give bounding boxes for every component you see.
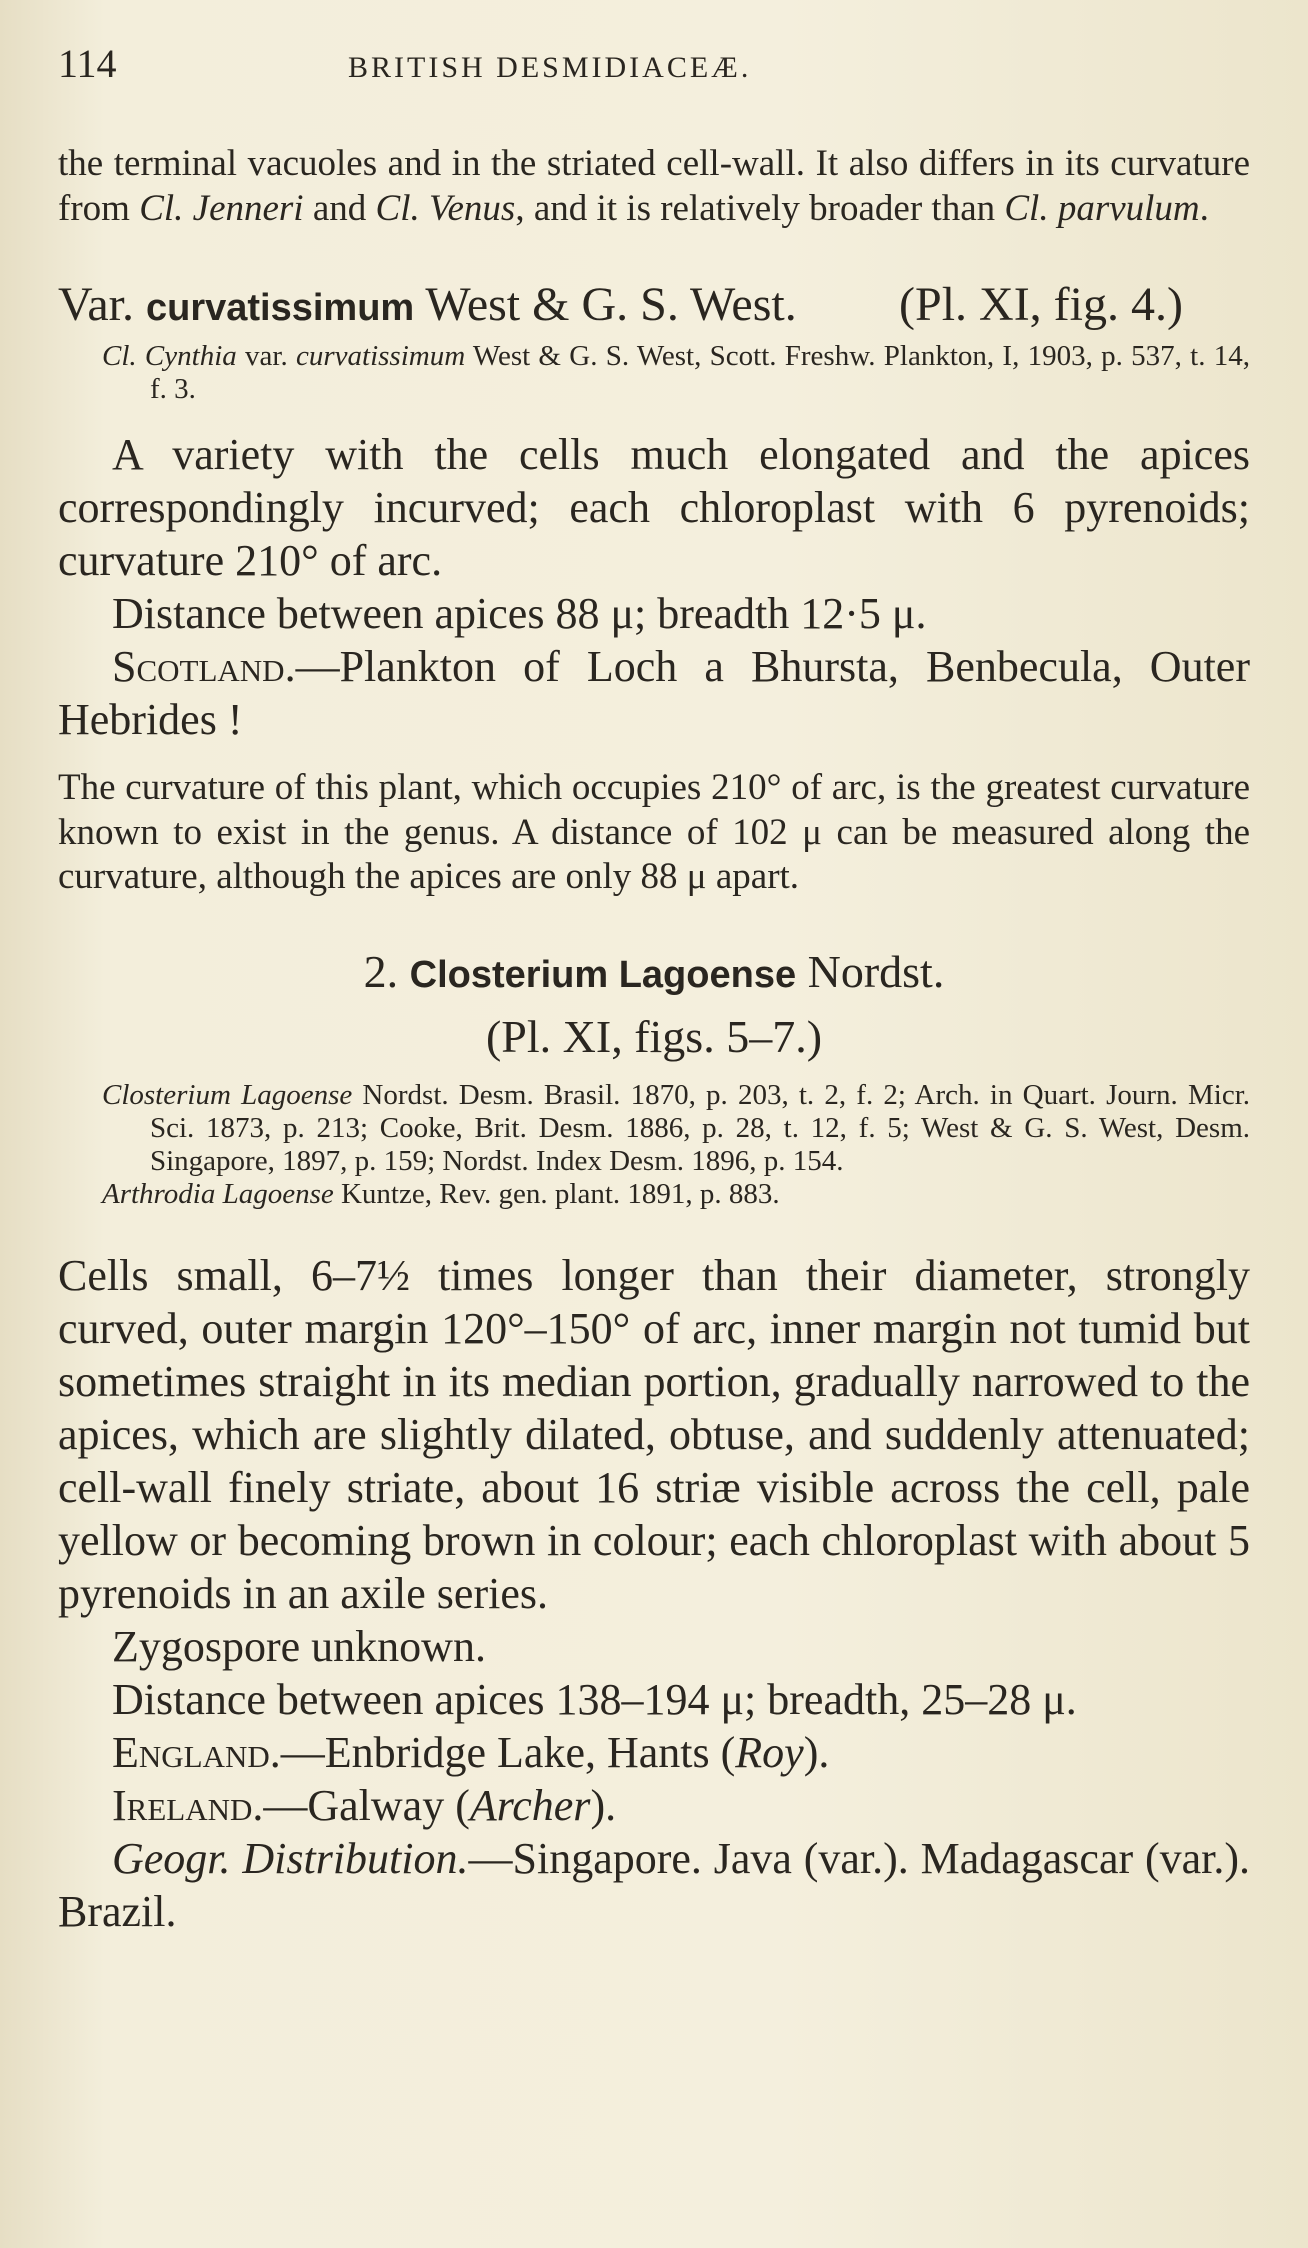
locality-text: ). [803,1727,830,1777]
variety-locality [58,640,1250,746]
country-label: Ireland. [112,1780,264,1830]
species-name-heading: Closterium Lagoense [409,953,797,996]
species-name: Cl. Venus [375,187,516,229]
locality-text: —Plankton of Loch a Bhursta, Benbecula, Outer Hebrides ! [58,642,1250,744]
page-number: 114 [58,41,117,86]
collector-name: Archer [469,1780,591,1830]
geographic-distribution [58,1832,1250,1938]
distribution-label: Geogr. Distribution. [112,1833,469,1883]
ref-species: Closterium Lagoense [102,1078,353,1111]
species-references [58,1079,1250,1211]
ref-species: Arthrodia Lagoense [102,1177,334,1210]
variety-reference [58,340,1250,406]
collector-name: Roy [735,1727,804,1777]
locality-text: —Galway ( [263,1780,470,1830]
species-name: Cl. parvulum [1004,187,1200,229]
intro-text: . [1199,187,1209,229]
ref-variety: curvatissimum [295,340,466,372]
locality-ireland [58,1779,1250,1832]
species-plate-reference: (Pl. XI, figs. 5–7.) [485,1010,823,1062]
intro-text: , and it is relatively broader than [515,187,1005,229]
ref-text: Kuntze, Rev. gen. plant. 1891, p. 883. [333,1177,780,1210]
species-dimensions: Distance between apices 138–194 μ; breadth, 25–28 μ. [112,1674,1077,1724]
ref-species: Cl. Cynthia [102,340,237,372]
variety-heading [58,279,1250,334]
intro-text: and [303,187,376,229]
species-authority: Nordst. [796,945,945,997]
intro-text: the terminal vacuoles and in the striated cell-wall. It also differs in its curvature from [58,143,1250,229]
locality-text: ). [590,1780,617,1830]
ref-text: West & G. S. West, Scott. Freshw. Plankton, I, 1903, p. 537, t. 14, f. 3. [150,340,1250,405]
species-reference [58,1079,1250,1178]
locality-england [58,1726,1250,1779]
running-head: BRITISH DESMIDIACEÆ. [348,51,752,84]
variety-name: curvatissimum [145,287,415,329]
ref-text: Nordst. Desm. Brasil. 1870, p. 203, t. 2, f. 2; Arch. in Quart. Journ. Micr. Sci. 1873, p. 213; Cooke, Brit. Desm. 1886, p. 28, t. 12, f. 5; West & G. S. West, Desm. Singapore, 1897, p. 159; Nordst. Index Desm. 1896, p. 154. [150,1078,1250,1177]
variety-dimensions: Distance between apices 88 μ; breadth 12·5 μ. [112,589,927,638]
distribution-text: —Singapore. Java (var.). Madagascar (var.). Brazil. [58,1833,1251,1936]
variety-plate-reference: (Pl. XI, fig. 4.) [899,278,1183,331]
species-heading [58,944,1250,1003]
zygospore-note: Zygospore unknown. [112,1621,486,1671]
variety-description: A variety with the cells much elongated and the apices correspondingly incurved; each chloroplast with 6 pyrenoids; curvature 210° of arc. [58,430,1250,585]
ref-text: var. [236,340,296,372]
variety-prefix: Var. [58,278,146,331]
country-label: Scotland. [112,642,296,691]
species-description: Cells small, 6–7½ times longer than their diameter, strongly curved, outer margin 120°–150° of arc, inner margin not tumid but sometimes straight in its median portion, gradually narrowed to the apices, which are slightly dilated, obtuse, and suddenly attenuated; cell-wall finely striate, about 16 striæ visible across the cell, pale yellow or becoming brown in colour; each chloroplast with about 5 pyrenoids in an axile series. [58,1250,1250,1618]
locality-text: —Enbridge Lake, Hants ( [280,1727,736,1777]
species-synonym [58,1178,1250,1211]
country-label: England. [112,1727,281,1777]
variety-authority: West & G. S. West. [414,278,797,331]
species-name: Cl. Jenneri [139,187,304,229]
variety-note: The curvature of this plant, which occupies 210° of arc, is the greatest curvature known to exist in the genus. A distance of 102 μ can be measured along the curvature, although the apices are only 88 μ apart. [58,767,1250,897]
species-number: 2. [363,945,410,997]
intro-paragraph [58,142,1250,231]
page-header [58,40,1250,100]
